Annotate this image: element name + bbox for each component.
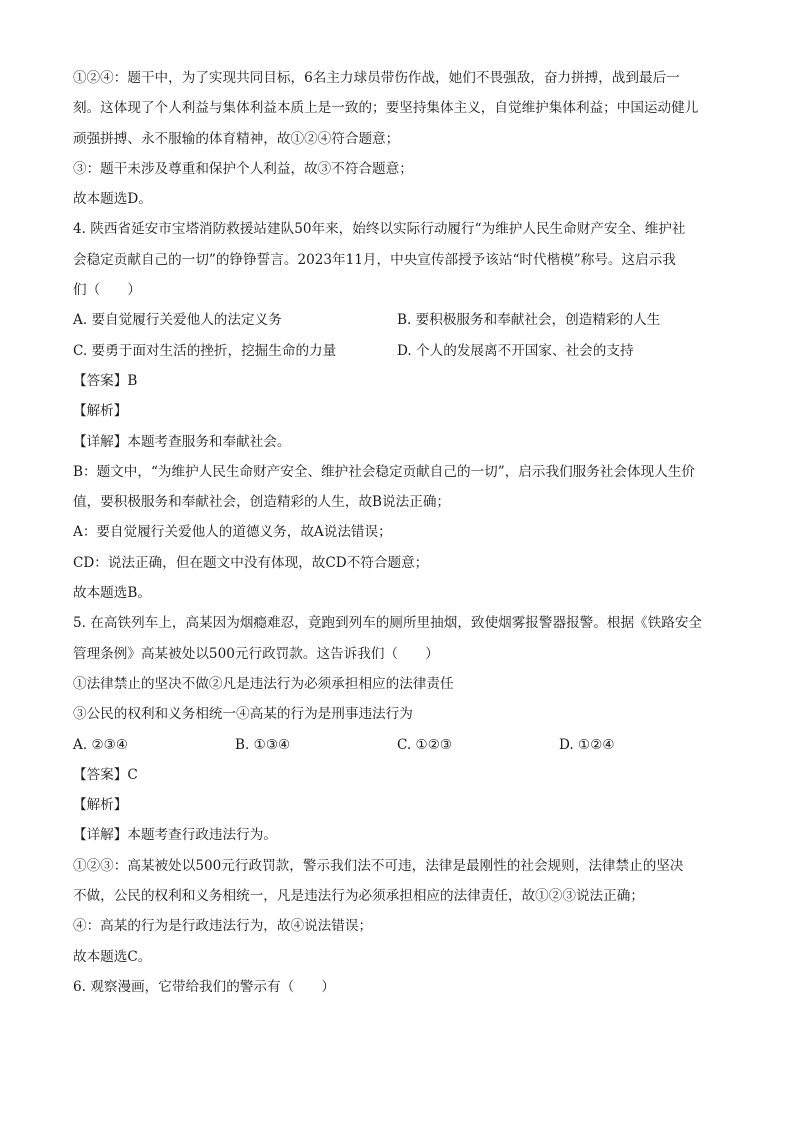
q5-analysis-heading: 【解析】 [73,797,128,814]
q4-detail-line: A：要自觉履行关爱他人的道德义务，故A说法错误； [73,524,392,541]
q3-analysis-line: ①②④：题干中，为了实现共同目标，6名主力球员带伤作战，她们不畏强敌，奋力拼搏，战到最后一 [73,70,680,86]
q4-conclusion: 故本题选B。 [73,585,151,602]
q3-analysis-line: ③：题干未涉及尊重和保护个人利益，故③不符合题意； [73,160,413,177]
q5-option-c: C. ①②③ [397,736,453,753]
q4-stem-line: 4. 陕西省延安市宝塔消防救援站建队50年来，始终以实际行动履行“为维护人民生命财产安全、维护社 [73,221,686,238]
q6-stem: 6. 观察漫画，它带给我们的警示有（ ） [73,978,335,995]
q5-answer: 【答案】C [73,766,138,783]
q4-options-row [73,336,723,366]
q4-detail-line: 值，要积极服务和奉献社会，创造精彩的人生，故B说法正确； [73,494,451,511]
q5-option-d: D. ①②④ [559,736,615,753]
q5-option-b: B. ①③④ [235,736,291,753]
q4-option-a: A. 要自觉履行关爱他人的法定义务 [73,312,282,329]
q4-options-row [73,305,723,335]
q4-detail-line: 【详解】本题考查服务和奉献社会。 [73,433,291,450]
q5-stem-line: 管理条例》高某被处以500元行政罚款。这告诉我们（ ） [73,645,439,662]
q4-option-b: B. 要积极服务和奉献社会，创造精彩的人生 [397,312,661,329]
q5-options-row [73,730,723,760]
q4-answer: 【答案】B [73,372,138,389]
q5-detail-line: 【详解】本题考查行政违法行为。 [73,827,277,844]
q5-stem-line: 5. 在高铁列车上，高某因为烟瘾难忍，竟跑到列车的厕所里抽烟，致使烟雾报警器报警。根据《铁路安全 [73,615,703,632]
q4-analysis-heading: 【解析】 [73,403,128,420]
q5-conclusion: 故本题选C。 [73,948,152,965]
q4-option-c: C. 要勇于面对生活的挫折，挖掘生命的力量 [73,342,337,359]
q5-detail-line: ④：高某的行为是行政违法行为，故④说法错误； [73,918,373,935]
q3-analysis-line: 刻。这体现了个人利益与集体利益本质上是一致的；要坚持集体主义，自觉维护集体利益；中国运动健儿 [73,100,699,117]
q4-stem-line: 会稳定贡献自己的一切”的铮铮誓言。2023年11月，中央宣传部授予该站“时代楷模”称号。这启示我 [73,251,676,268]
q5-detail-line: ①②③：高某被处以500元行政罚款，警示我们法不可违，法律是最刚性的社会规则，法律禁止的坚决 [73,857,684,874]
q4-detail-line: B：题文中，“为维护人民生命财产安全、维护社会稳定贡献自己的一切”，启示我们服务社会体现人生价 [73,463,696,480]
q3-analysis-line: 顽强拼搏、永不服输的体育精神，故①②④符合题意； [73,130,400,147]
q5-option-a: A. ②③④ [73,736,129,753]
q5-statement-line: ③公民的权利和义务相统一④高某的行为是刑事违法行为 [73,706,413,723]
q4-detail-line: CD：说法正确，但在题文中没有体现，故CD不符合题意； [73,554,429,571]
q3-conclusion: 故本题选D。 [73,191,152,208]
q5-detail-line: 不做，公民的权利和义务相统一，凡是违法行为必须承担相应的法律责任，故①②③说法正确； [73,888,644,905]
q4-option-d: D. 个人的发展离不开国家、社会的支持 [397,342,634,359]
q4-stem-line: 们（ ） [73,282,141,299]
q5-statement-line: ①法律禁止的坚决不做②凡是违法行为必须承担相应的法律责任 [73,675,454,692]
document-content [73,63,723,1002]
